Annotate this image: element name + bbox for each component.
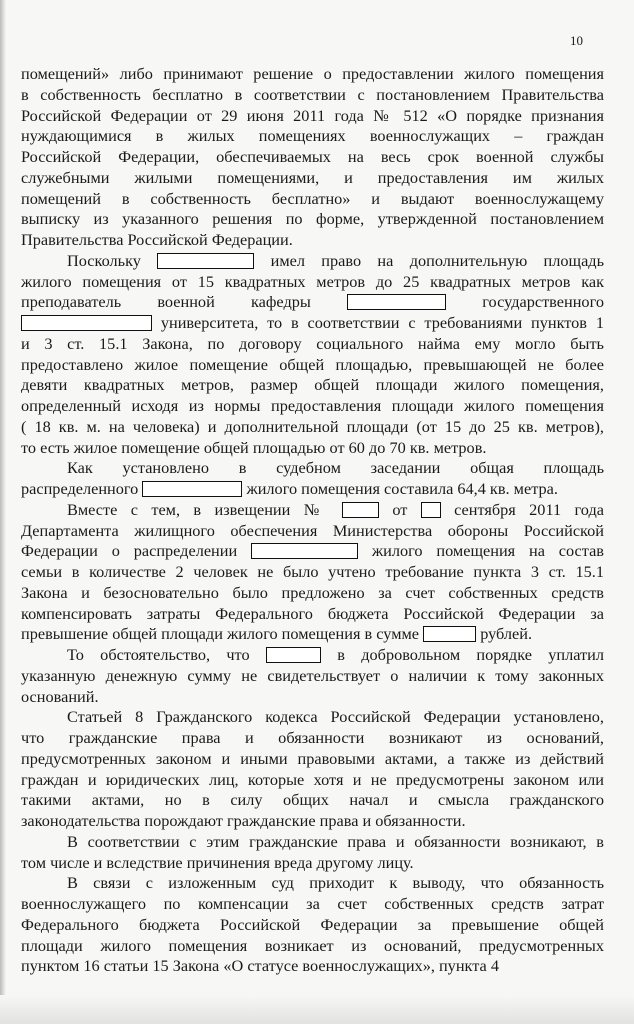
page-number: 10 — [570, 33, 583, 48]
text-fragment: от — [392, 499, 408, 519]
text-fragment: Федерации о распределении — [21, 541, 238, 561]
text-line: Статьей 8 Гражданского кодекса Российской Федерации установлено, — [67, 707, 604, 727]
text-line: Российской Федерации от 29 июня 2011 года № 512 «О порядке признания — [21, 105, 604, 125]
text-fragment: жилого помещения на состав — [371, 541, 604, 561]
text-line: указанную денежную сумму не свидетельствует о наличии к тому законных — [21, 665, 604, 685]
text-fragment: распределенного — [21, 479, 139, 498]
text-line: В соответствии с этим гражданские права и обязанности возникают, в — [67, 831, 604, 851]
redacted-box — [251, 543, 358, 559]
text-line — [21, 292, 604, 313]
scan-edge — [0, 0, 6, 1024]
text-line: то есть жилое помещение общей площадью от 60 до 70 кв. метров. — [21, 437, 487, 457]
text-line — [21, 645, 604, 666]
redacted-box — [157, 253, 254, 269]
text-line: военнослужащего по компенсации за счет собственных средств затрат — [21, 894, 604, 913]
text-line: и 3 ст. 15.1 Закона, по договору социального найма ему могло быть — [21, 333, 604, 353]
text-fragment: преподаватель военной кафедры — [21, 292, 311, 312]
document-body — [21, 64, 604, 977]
text-fragment: Поскольку — [67, 250, 141, 270]
text-line: нуждающимися в жилых помещениях военнослужащих – граждан — [21, 126, 604, 146]
text-line — [21, 313, 604, 334]
redacted-box — [421, 502, 441, 518]
text-line: том числе и вследствие причинения вреда другому лицу. — [21, 852, 414, 872]
text-line: Департамента жилищного обеспечения Министерства обороны Российской — [21, 520, 604, 540]
text-fragment: жилого помещения составила 64,4 кв. метра. — [246, 479, 558, 498]
text-fragment: рублей. — [480, 624, 533, 644]
text-line: Правительства Российской Федерации. — [21, 230, 293, 249]
redacted-box — [142, 481, 242, 497]
text-line: предоставлено жилое помещение общей площадью, превышающей не более — [21, 354, 604, 374]
text-line: семьи в количестве 2 человек не было учтено требование пункта 3 ст. 15.1 — [21, 562, 604, 581]
text-line: определенный исходя из нормы предоставления площади жилого помещения — [21, 396, 604, 415]
text-line: что гражданские права и обязанности возникают из оснований, — [21, 728, 604, 747]
text-line — [21, 251, 604, 272]
text-line: Федерального бюджета Российской Федерации за превышение общей — [21, 914, 604, 934]
redacted-box — [423, 626, 476, 642]
redacted-box — [347, 294, 446, 310]
text-line: помещений в собственность бесплатно» и выдают военнослужащему — [21, 188, 604, 208]
text-line: законодательства порождают гражданские права и обязанности. — [21, 811, 466, 830]
text-fragment: сентября 2011 года — [454, 499, 604, 519]
text-line: ( 18 кв. м. на человека) и дополнительной площади (от 15 до 25 кв. метров), — [21, 416, 604, 436]
text-line: оснований. — [21, 686, 99, 706]
text-line: помещений» либо принимают решение о предоставлении жилого помещения — [21, 64, 604, 83]
text-line: пунктом 16 статьи 15 Закона «О статусе военнослужащих», пункта 4 — [21, 956, 499, 976]
scan-bottom-shadow — [0, 995, 634, 1024]
text-line: граждан и юридических лиц, которые хотя и не предусмотрены законом или — [21, 769, 604, 789]
text-line: Закона и безосновательно было предложено за счет собственных средств — [21, 582, 604, 602]
text-line: предусмотренных законом и иными правовыми актами, а также из действий — [21, 748, 604, 768]
text-fragment: имел право на дополнительную площадь — [270, 250, 605, 270]
text-line: Как установлено в судебном заседании общая площадь — [67, 458, 604, 478]
text-line: Российской Федерации, обеспечиваемых на весь срок военной службы — [21, 147, 604, 166]
text-line: выписку из указанного решения по форме, утвержденной постановлением — [21, 209, 604, 229]
text-line: компенсировать затраты Федерального бюджета Российской Федерации за — [21, 603, 604, 623]
text-fragment: в добровольном порядке уплатил — [337, 645, 604, 664]
redacted-box — [266, 647, 321, 663]
text-line: площади жилого помещения возникает из оснований, предусмотренных — [21, 935, 604, 955]
text-fragment: Вместе с тем, в извещении № — [67, 499, 329, 519]
text-fragment: То обстоятельство, что — [67, 645, 250, 664]
text-line: жилого помещения от 15 квадратных метров до 25 квадратных метров как — [21, 271, 604, 291]
text-line: служебными жилыми помещениями, и предоставления им жилых — [21, 167, 604, 187]
text-line: девяти квадратных метров, размер общей площади жилого помещения, — [21, 375, 604, 395]
text-fragment: университета, то в соответствии с требованиями пунктов 1 — [160, 313, 604, 332]
redacted-box — [342, 502, 379, 518]
text-line — [21, 500, 604, 521]
text-fragment: государственного — [482, 292, 604, 312]
text-line: такими актами, но в силу общих начал и смысла гражданского — [21, 790, 604, 810]
text-line: в собственность бесплатно в соответствии с постановлением Правительства — [21, 84, 604, 104]
text-fragment: превышение общей площади жилого помещения в сумме — [21, 624, 420, 644]
text-line: В связи с изложенным суд приходит к выводу, что обязанность — [67, 873, 604, 893]
text-line — [21, 479, 604, 500]
redacted-box — [21, 315, 152, 331]
text-line — [21, 624, 604, 645]
text-line — [21, 541, 604, 562]
